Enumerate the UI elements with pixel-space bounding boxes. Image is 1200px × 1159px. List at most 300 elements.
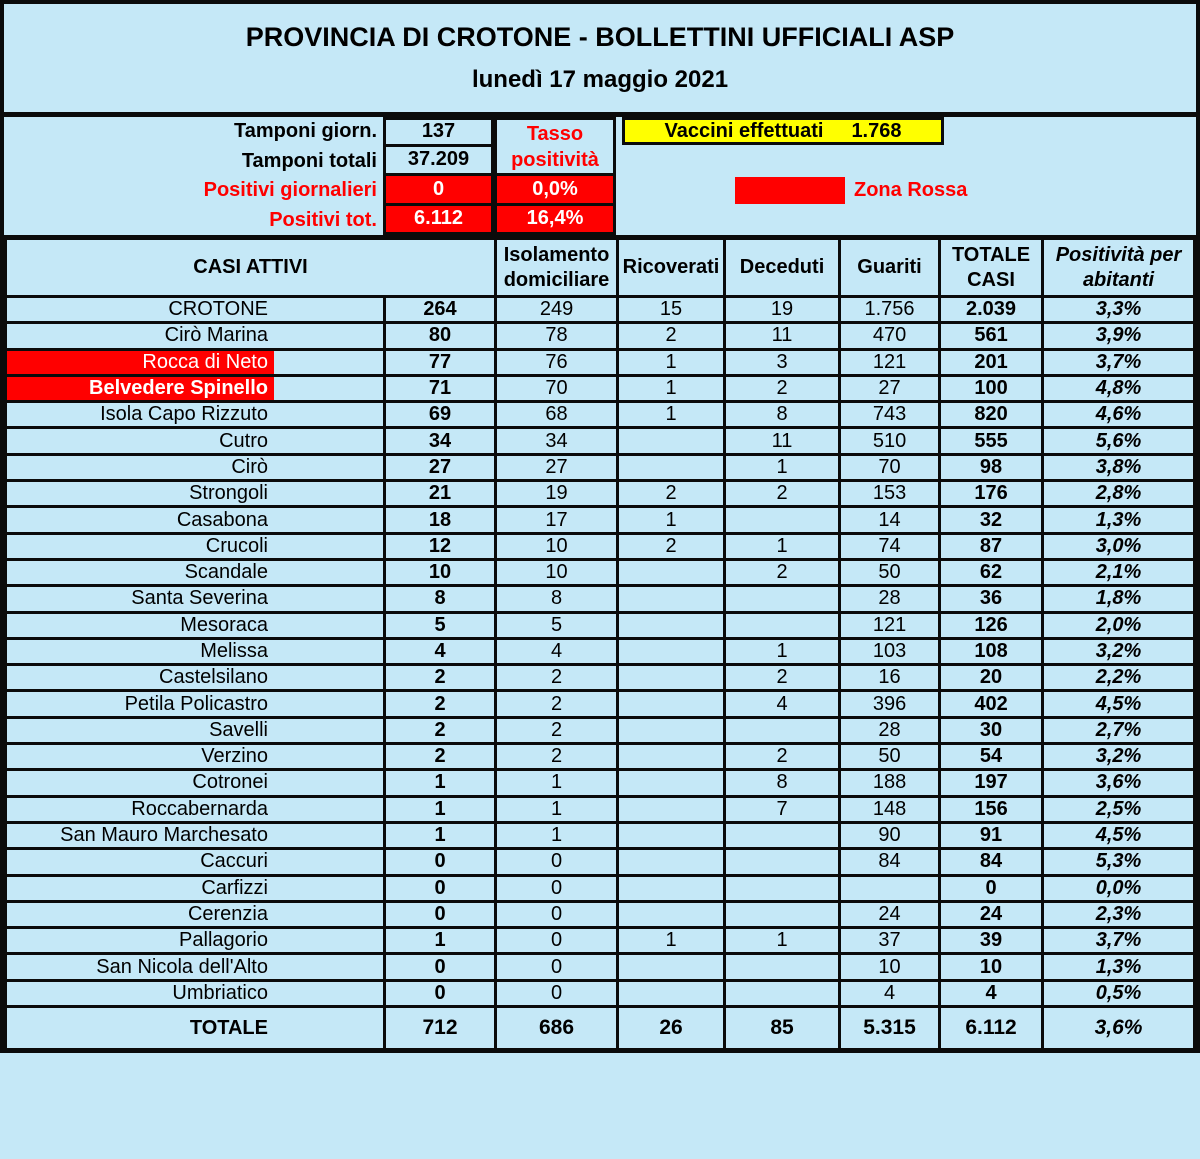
cell-positivita: 3,3%	[1043, 297, 1195, 323]
cell-ricoverati: 2	[618, 481, 725, 507]
table-row	[6, 402, 1195, 428]
cell-isolamento: 4	[496, 638, 618, 664]
cell-positivita: 0,0%	[1043, 875, 1195, 901]
table-row	[6, 875, 1195, 901]
stat-value-tamponi-totali: 37.209	[383, 147, 494, 177]
cell-deceduti: 8	[725, 402, 840, 428]
cell-ricoverati: 1	[618, 507, 725, 533]
cell-deceduti	[725, 586, 840, 612]
cell-deceduti: 2	[725, 744, 840, 770]
cell-positivita: 3,7%	[1043, 349, 1195, 375]
cell-casi-attivi: 69	[385, 402, 496, 428]
cell-guariti	[840, 875, 940, 901]
table-row	[6, 507, 1195, 533]
table-row	[6, 454, 1195, 480]
cell-guariti: 396	[840, 691, 940, 717]
municipality-name-cell	[6, 980, 385, 1006]
municipality-name: Casabona	[176, 508, 268, 531]
cell-casi-attivi: 1	[385, 796, 496, 822]
stat-label-tamponi-totali: Tamponi totali	[241, 149, 377, 172]
cell-isolamento: 68	[496, 402, 618, 428]
cell-ricoverati	[618, 849, 725, 875]
cell-deceduti	[725, 717, 840, 743]
table-row	[6, 533, 1195, 559]
table-row	[6, 428, 1195, 454]
cell-isolamento: 0	[496, 954, 618, 980]
cell-positivita: 4,8%	[1043, 375, 1195, 401]
cell-casi-attivi: 34	[385, 428, 496, 454]
cell-ricoverati	[618, 612, 725, 638]
cell-isolamento: 8	[496, 586, 618, 612]
table-header-row	[6, 238, 1195, 297]
cell-ricoverati	[618, 717, 725, 743]
cell-guariti: 16	[840, 665, 940, 691]
cell-totale-casi: 100	[940, 375, 1043, 401]
cell-casi-attivi: 77	[385, 349, 496, 375]
vaccini-value: 1.768	[851, 119, 902, 142]
municipality-name-cell	[6, 796, 385, 822]
cell-positivita: 1,8%	[1043, 586, 1195, 612]
cell-positivita: 3,2%	[1043, 638, 1195, 664]
cell-deceduti	[725, 612, 840, 638]
header-positivita: Positività per abitanti	[1043, 238, 1195, 297]
cell-guariti: 90	[840, 822, 940, 848]
cell-isolamento: 0	[496, 980, 618, 1006]
cell-ricoverati: 2	[618, 323, 725, 349]
cell-positivita: 3,2%	[1043, 744, 1195, 770]
municipality-name-cell	[6, 770, 385, 796]
cell-ricoverati	[618, 796, 725, 822]
cell-ricoverati	[618, 954, 725, 980]
cell-deceduti	[725, 980, 840, 1006]
cell-ricoverati	[618, 691, 725, 717]
cell-guariti: 188	[840, 770, 940, 796]
cell-isolamento: 34	[496, 428, 618, 454]
municipality-name-cell	[6, 559, 385, 585]
cell-deceduti: 2	[725, 665, 840, 691]
table-row	[6, 901, 1195, 927]
cell-isolamento: 27	[496, 454, 618, 480]
cell-isolamento: 76	[496, 349, 618, 375]
municipality-name-cell	[6, 954, 385, 980]
cell-deceduti	[725, 507, 840, 533]
cell-casi-attivi: 2	[385, 665, 496, 691]
cell-positivita: 5,3%	[1043, 849, 1195, 875]
cell-totale-casi: 555	[940, 428, 1043, 454]
cell-isolamento: 2	[496, 717, 618, 743]
cell-casi-attivi: 0	[385, 849, 496, 875]
cell-deceduti: 3	[725, 349, 840, 375]
cell-guariti: 148	[840, 796, 940, 822]
municipality-name-cell	[6, 612, 385, 638]
cell-casi-attivi: 0	[385, 954, 496, 980]
municipality-name-cell	[6, 297, 385, 323]
cell-casi-attivi: 264	[385, 297, 496, 323]
header-isolamento: Isolamento domiciliare	[496, 238, 618, 297]
cell-isolamento: 10	[496, 533, 618, 559]
cell-casi-attivi: 21	[385, 481, 496, 507]
municipality-name: Umbriatico	[172, 981, 268, 1004]
header-casi-attivi: CASI ATTIVI	[6, 238, 496, 297]
cell-totale-casi: 84	[940, 849, 1043, 875]
cell-positivita: 3,7%	[1043, 928, 1195, 954]
cell-isolamento: 78	[496, 323, 618, 349]
municipality-name: Petila Policastro	[124, 692, 268, 715]
cell-ricoverati: 1	[618, 375, 725, 401]
stats-values	[383, 117, 494, 235]
totale-name-cell	[6, 1007, 385, 1051]
municipality-name: Rocca di Neto	[7, 351, 274, 374]
table-row	[6, 717, 1195, 743]
municipality-name-cell	[6, 481, 385, 507]
cell-guariti: 74	[840, 533, 940, 559]
cell-casi-attivi: 4	[385, 638, 496, 664]
cell-totale-casi: 32	[940, 507, 1043, 533]
table-row	[6, 796, 1195, 822]
cell-ricoverati: 1	[618, 402, 725, 428]
cell-guariti: 70	[840, 454, 940, 480]
municipality-name-cell	[6, 638, 385, 664]
tasso-line2: positività	[511, 148, 599, 171]
cell-positivita: 2,8%	[1043, 481, 1195, 507]
cell-casi-attivi: 5	[385, 612, 496, 638]
table-row	[6, 980, 1195, 1006]
stat-value-tamponi-giornalieri: 137	[383, 117, 494, 147]
cell-casi-attivi: 12	[385, 533, 496, 559]
cell-guariti: 37	[840, 928, 940, 954]
cell-totale-casi: 98	[940, 454, 1043, 480]
table-row	[6, 349, 1195, 375]
municipality-name: Cutro	[219, 429, 268, 452]
cell-positivita: 3,0%	[1043, 533, 1195, 559]
cell-totale-casi: 4	[940, 980, 1043, 1006]
cell-ricoverati	[618, 428, 725, 454]
cell-deceduti	[725, 954, 840, 980]
tasso-value-giornaliero: 0,0%	[494, 176, 616, 206]
header-deceduti: Deceduti	[725, 238, 840, 297]
cell-isolamento: 2	[496, 691, 618, 717]
municipality-name-cell	[6, 928, 385, 954]
municipality-name-cell	[6, 349, 385, 375]
municipality-name: Carfizzi	[201, 876, 268, 899]
municipality-name: Cirò	[231, 455, 268, 478]
municipality-name: Strongoli	[189, 482, 268, 505]
zona-rossa-swatch	[735, 177, 845, 204]
cell-guariti: 103	[840, 638, 940, 664]
municipality-name: San Nicola dell'Alto	[96, 955, 268, 978]
cell-positivita: 0,5%	[1043, 980, 1195, 1006]
cell-totale-casi: 201	[940, 349, 1043, 375]
municipality-name-cell	[6, 822, 385, 848]
cell-guariti: 28	[840, 717, 940, 743]
cell-casi-attivi: 0	[385, 901, 496, 927]
cell-ricoverati	[618, 770, 725, 796]
cell-ricoverati: 1	[618, 349, 725, 375]
cell-guariti: 510	[840, 428, 940, 454]
cell-casi-attivi: 2	[385, 717, 496, 743]
cell-totale-casi: 0	[940, 875, 1043, 901]
table-row	[6, 481, 1195, 507]
cell-isolamento: 1	[496, 770, 618, 796]
cell-deceduti	[725, 901, 840, 927]
cell-guariti: 24	[840, 901, 940, 927]
cell-isolamento: 0	[496, 928, 618, 954]
cell-totale-casi: 156	[940, 796, 1043, 822]
cell-guariti: 1.756	[840, 297, 940, 323]
cases-table	[4, 235, 1196, 1053]
cell-guariti: 84	[840, 849, 940, 875]
totale-positivita: 3,6%	[1043, 1007, 1195, 1051]
cell-ricoverati	[618, 454, 725, 480]
totale-ricoverati: 26	[618, 1007, 725, 1051]
municipality-name: Belvedere Spinello	[7, 377, 274, 400]
cell-guariti: 10	[840, 954, 940, 980]
cell-ricoverati	[618, 744, 725, 770]
municipality-name: Savelli	[209, 718, 268, 741]
municipality-name-cell	[6, 586, 385, 612]
cell-guariti: 4	[840, 980, 940, 1006]
cell-deceduti	[725, 875, 840, 901]
municipality-name-cell	[6, 375, 385, 401]
cell-positivita: 2,7%	[1043, 717, 1195, 743]
cell-ricoverati	[618, 901, 725, 927]
cell-isolamento: 19	[496, 481, 618, 507]
cell-positivita: 4,5%	[1043, 822, 1195, 848]
stat-label-positivi-giornalieri: Positivi giornalieri	[203, 179, 377, 202]
municipality-name: Isola Capo Rizzuto	[100, 403, 268, 426]
cell-ricoverati	[618, 586, 725, 612]
table-row	[6, 665, 1195, 691]
cell-ricoverati: 2	[618, 533, 725, 559]
cell-isolamento: 70	[496, 375, 618, 401]
cell-isolamento: 0	[496, 875, 618, 901]
table-row	[6, 928, 1195, 954]
cell-ricoverati: 1	[618, 928, 725, 954]
zona-rossa-label: Zona Rossa	[854, 179, 968, 201]
table-row	[6, 323, 1195, 349]
cell-deceduti: 19	[725, 297, 840, 323]
cell-isolamento: 1	[496, 822, 618, 848]
cell-guariti: 743	[840, 402, 940, 428]
tasso-positivita-block	[494, 117, 616, 235]
table-row	[6, 822, 1195, 848]
cell-casi-attivi: 2	[385, 691, 496, 717]
cell-totale-casi: 402	[940, 691, 1043, 717]
cell-deceduti: 7	[725, 796, 840, 822]
stats-right-area	[616, 117, 1196, 235]
stat-value-positivi-totali: 6.112	[383, 206, 494, 236]
cell-guariti: 28	[840, 586, 940, 612]
cell-totale-casi: 54	[940, 744, 1043, 770]
summary-stats	[4, 117, 1196, 235]
cell-positivita: 1,3%	[1043, 954, 1195, 980]
municipality-name-cell	[6, 323, 385, 349]
cell-totale-casi: 108	[940, 638, 1043, 664]
municipality-name: Scandale	[184, 561, 268, 584]
municipality-name: CROTONE	[168, 298, 268, 321]
cell-totale-casi: 91	[940, 822, 1043, 848]
table-row	[6, 638, 1195, 664]
cell-totale-casi: 561	[940, 323, 1043, 349]
municipality-name-cell	[6, 744, 385, 770]
table-row	[6, 691, 1195, 717]
municipality-name: Mesoraca	[180, 613, 268, 636]
cell-casi-attivi: 0	[385, 980, 496, 1006]
table-row	[6, 744, 1195, 770]
municipality-name-cell	[6, 454, 385, 480]
totale-guariti: 5.315	[840, 1007, 940, 1051]
cell-ricoverati	[618, 665, 725, 691]
table-row	[6, 612, 1195, 638]
municipality-name: Cirò Marina	[164, 324, 268, 347]
cell-totale-casi: 176	[940, 481, 1043, 507]
bulletin-date: lunedì 17 maggio 2021	[471, 65, 729, 93]
vaccini-label: Vaccini effettuati	[664, 119, 824, 142]
stat-label-tamponi-giornalieri: Tamponi giorn.	[234, 120, 377, 143]
cell-positivita: 2,0%	[1043, 612, 1195, 638]
cell-positivita: 4,6%	[1043, 402, 1195, 428]
cell-guariti: 50	[840, 559, 940, 585]
cell-totale-casi: 820	[940, 402, 1043, 428]
municipality-name-cell	[6, 665, 385, 691]
table-row	[6, 586, 1195, 612]
cell-ricoverati	[618, 822, 725, 848]
cell-isolamento: 0	[496, 901, 618, 927]
municipality-name: Cotronei	[192, 771, 268, 794]
vaccini-box	[622, 117, 944, 145]
cell-guariti: 153	[840, 481, 940, 507]
cell-deceduti: 8	[725, 770, 840, 796]
municipality-name: Cerenzia	[187, 902, 268, 925]
cell-deceduti: 11	[725, 428, 840, 454]
cell-isolamento: 10	[496, 559, 618, 585]
cell-deceduti: 2	[725, 481, 840, 507]
cell-ricoverati: 15	[618, 297, 725, 323]
cell-isolamento: 2	[496, 744, 618, 770]
municipality-name: Caccuri	[200, 850, 268, 873]
tasso-positivita-header	[494, 117, 616, 176]
cell-deceduti	[725, 822, 840, 848]
cell-positivita: 2,5%	[1043, 796, 1195, 822]
cell-casi-attivi: 1	[385, 822, 496, 848]
cell-casi-attivi: 10	[385, 559, 496, 585]
municipality-name: Castelsilano	[159, 666, 268, 689]
tasso-value-totale: 16,4%	[494, 206, 616, 236]
table-body	[6, 297, 1195, 1007]
table-row	[6, 954, 1195, 980]
municipality-name: San Mauro Marchesato	[60, 824, 268, 847]
cell-casi-attivi: 1	[385, 770, 496, 796]
table-row	[6, 849, 1195, 875]
cell-totale-casi: 10	[940, 954, 1043, 980]
municipality-name-cell	[6, 507, 385, 533]
totale-isolamento: 686	[496, 1007, 618, 1051]
cell-positivita: 2,1%	[1043, 559, 1195, 585]
municipality-name-cell	[6, 402, 385, 428]
municipality-name-cell	[6, 428, 385, 454]
cell-guariti: 121	[840, 612, 940, 638]
municipality-name-cell	[6, 717, 385, 743]
cell-positivita: 4,5%	[1043, 691, 1195, 717]
municipality-name: Verzino	[201, 745, 268, 768]
cell-casi-attivi: 1	[385, 928, 496, 954]
cell-casi-attivi: 27	[385, 454, 496, 480]
cell-positivita: 2,3%	[1043, 901, 1195, 927]
cell-guariti: 470	[840, 323, 940, 349]
table-row	[6, 770, 1195, 796]
title-block	[4, 4, 1196, 117]
cell-totale-casi: 87	[940, 533, 1043, 559]
cell-totale-casi: 24	[940, 901, 1043, 927]
cell-casi-attivi: 80	[385, 323, 496, 349]
cell-deceduti: 1	[725, 454, 840, 480]
cell-totale-casi: 20	[940, 665, 1043, 691]
cell-deceduti: 4	[725, 691, 840, 717]
cell-totale-casi: 36	[940, 586, 1043, 612]
cell-isolamento: 1	[496, 796, 618, 822]
cell-deceduti: 11	[725, 323, 840, 349]
municipality-name-cell	[6, 875, 385, 901]
municipality-name-cell	[6, 533, 385, 559]
cell-deceduti: 2	[725, 559, 840, 585]
stats-labels	[4, 117, 383, 235]
cell-ricoverati	[618, 980, 725, 1006]
cell-isolamento: 2	[496, 665, 618, 691]
totale-label: TOTALE	[189, 1016, 268, 1039]
cell-ricoverati	[618, 559, 725, 585]
municipality-name: Melissa	[200, 640, 268, 662]
cell-totale-casi: 62	[940, 559, 1043, 585]
cell-positivita: 5,6%	[1043, 428, 1195, 454]
stat-value-positivi-giornalieri: 0	[383, 176, 494, 206]
cell-deceduti: 2	[725, 375, 840, 401]
cell-positivita: 2,2%	[1043, 665, 1195, 691]
totale-row	[6, 1007, 1195, 1051]
header-ricoverati: Ricoverati	[618, 238, 725, 297]
cell-totale-casi: 2.039	[940, 297, 1043, 323]
cell-positivita: 3,8%	[1043, 454, 1195, 480]
cell-totale-casi: 30	[940, 717, 1043, 743]
cell-guariti: 27	[840, 375, 940, 401]
cell-isolamento: 0	[496, 849, 618, 875]
cell-deceduti	[725, 849, 840, 875]
cell-positivita: 1,3%	[1043, 507, 1195, 533]
table-row	[6, 375, 1195, 401]
cell-casi-attivi: 8	[385, 586, 496, 612]
tasso-line1: Tasso	[526, 122, 584, 145]
cell-casi-attivi: 71	[385, 375, 496, 401]
table-row	[6, 297, 1195, 323]
totale-totale-casi: 6.112	[940, 1007, 1043, 1051]
municipality-name: Roccabernarda	[131, 797, 268, 820]
municipality-name-cell	[6, 901, 385, 927]
cell-totale-casi: 126	[940, 612, 1043, 638]
totale-casi-attivi: 712	[385, 1007, 496, 1051]
municipality-name-cell	[6, 849, 385, 875]
cell-guariti: 50	[840, 744, 940, 770]
cell-deceduti: 1	[725, 638, 840, 664]
cell-totale-casi: 197	[940, 770, 1043, 796]
cell-ricoverati	[618, 638, 725, 664]
stat-label-positivi-totali: Positivi tot.	[269, 208, 377, 231]
municipality-name: Crucoli	[205, 534, 268, 557]
page-title: PROVINCIA DI CROTONE - BOLLETTINI UFFICIALI ASP	[245, 22, 955, 53]
cell-deceduti: 1	[725, 533, 840, 559]
cell-casi-attivi: 0	[385, 875, 496, 901]
cell-isolamento: 249	[496, 297, 618, 323]
cell-ricoverati	[618, 875, 725, 901]
table-row	[6, 559, 1195, 585]
